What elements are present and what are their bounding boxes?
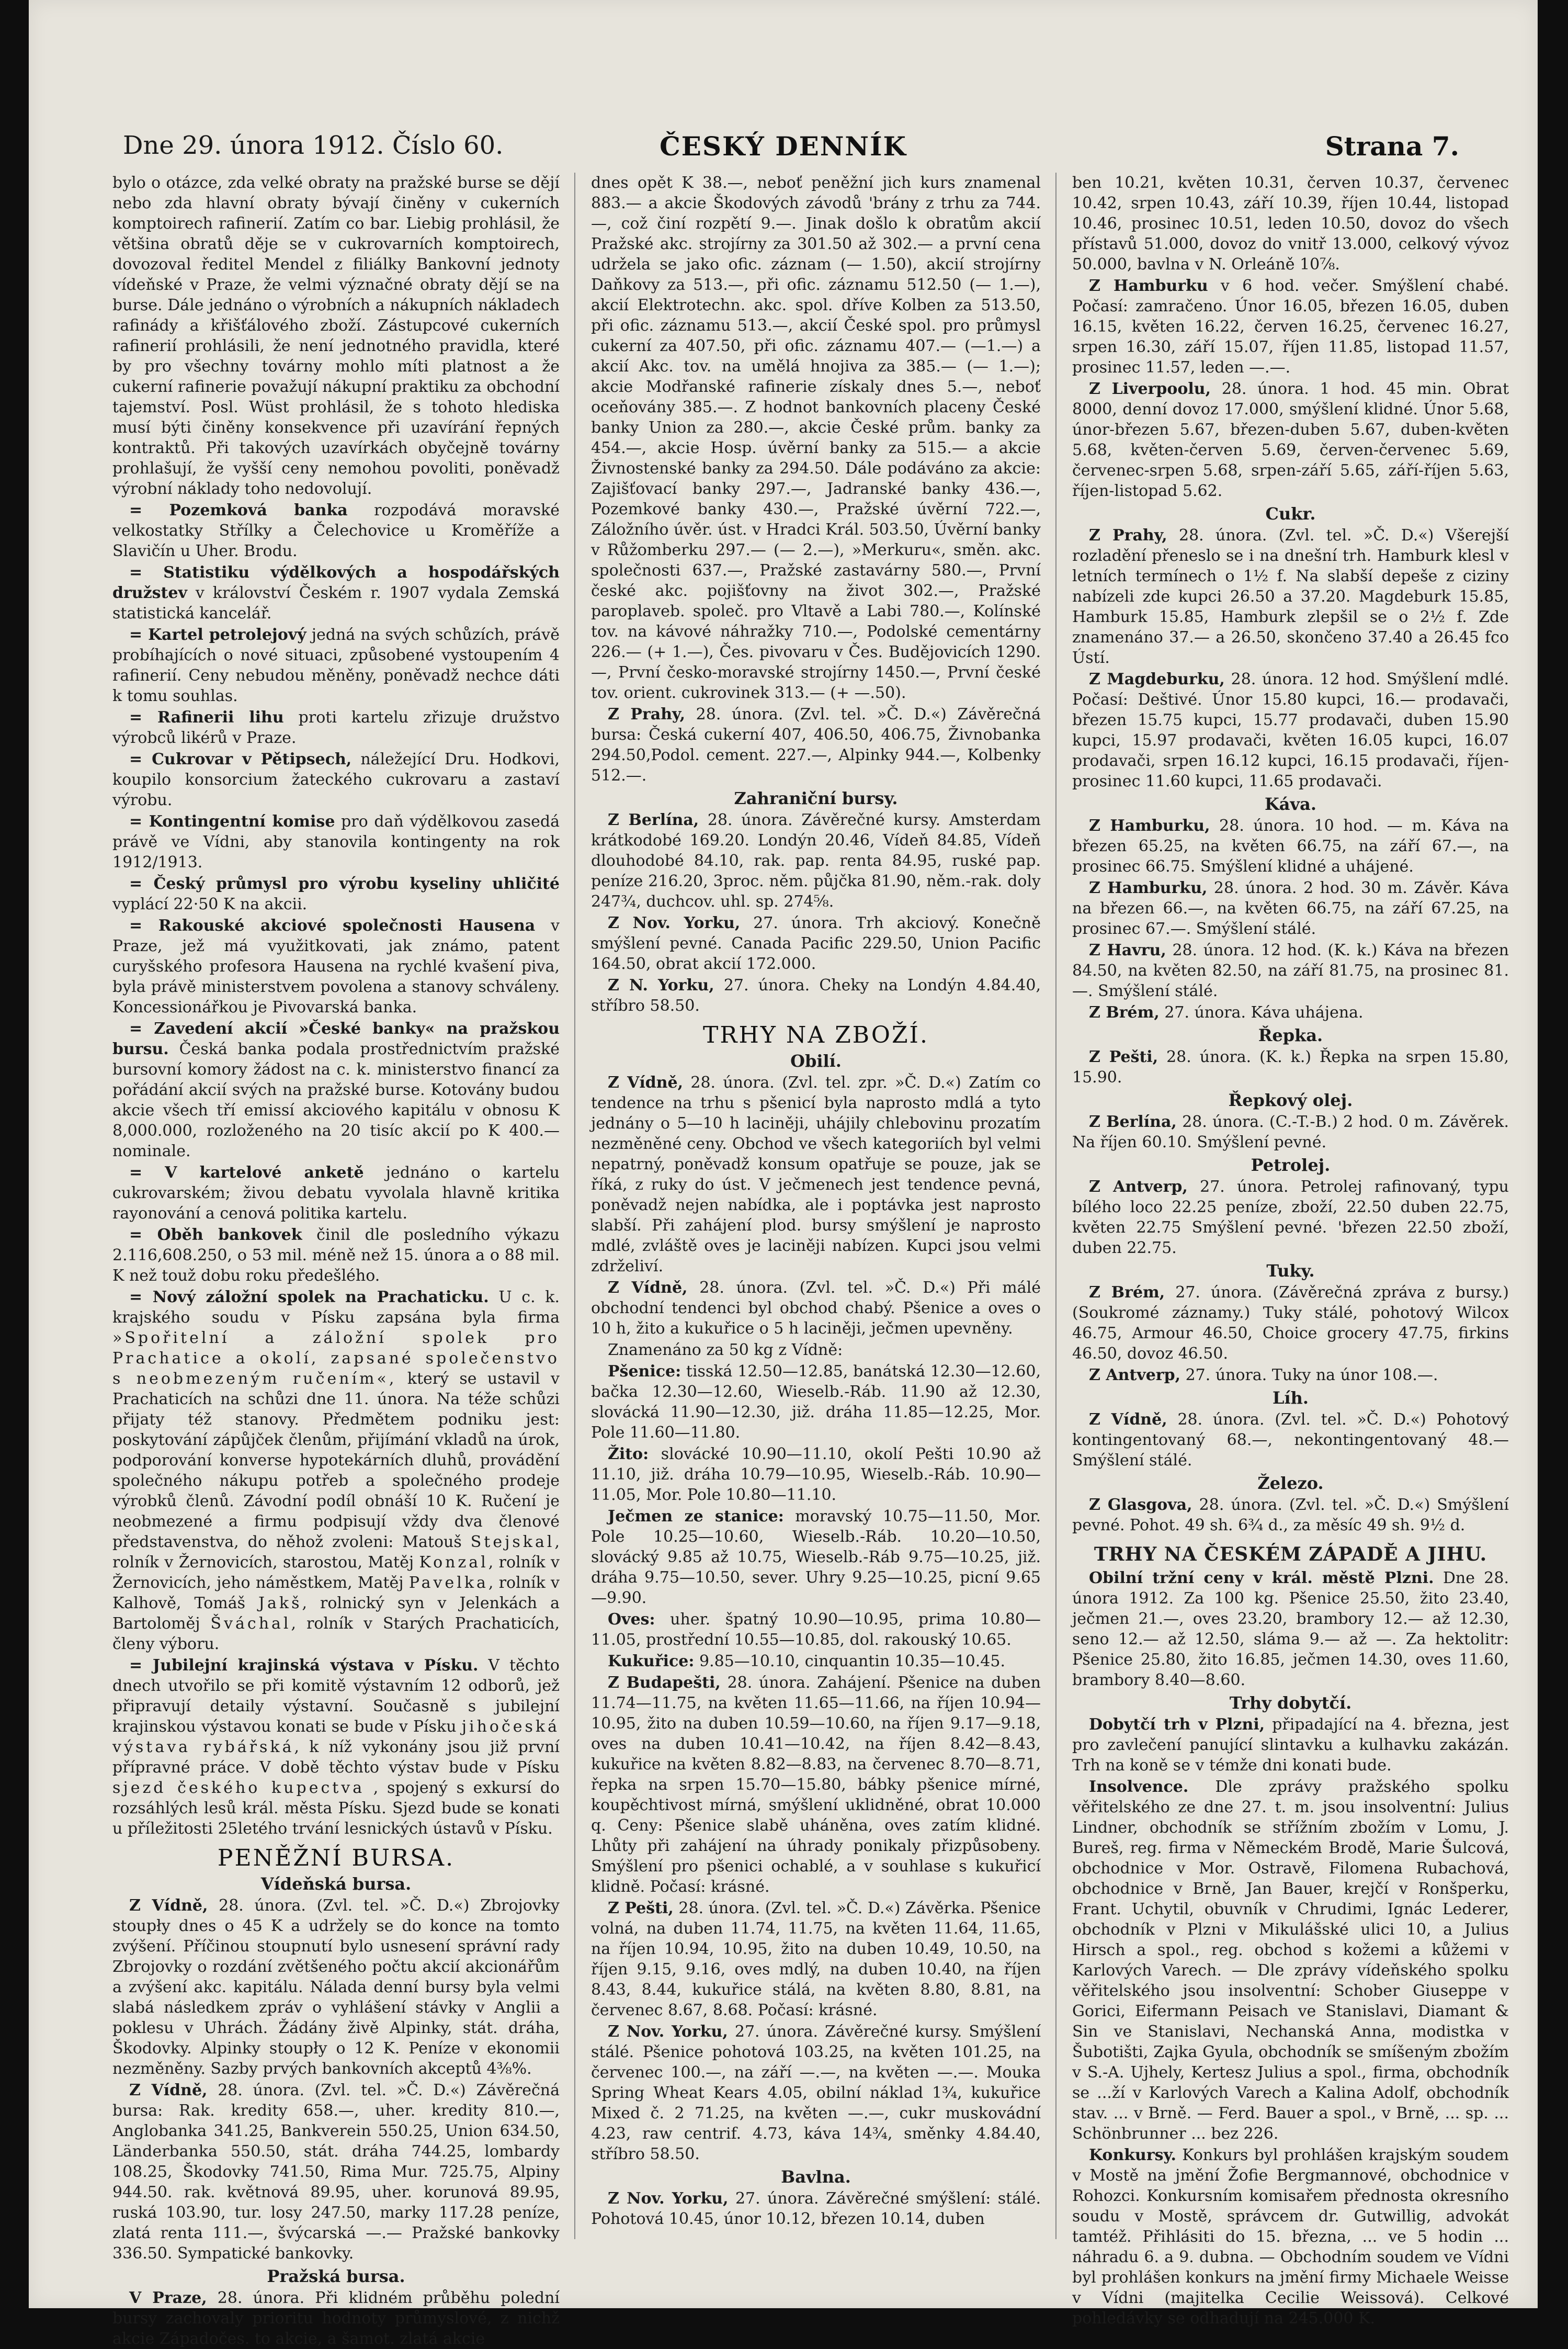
item-text: V těchto dnech utvořilo se při komitě výstavním 12 odborů, jež připravují detaily výstavní. Současně s jubilejní krajinskou výstavou konati se bude v Písku bbox=[112, 1656, 560, 1736]
price-item bbox=[591, 1361, 1041, 1443]
report-text: 27. února. Cheky na Londýn 4.84.40, stříbro 58.50. bbox=[591, 976, 1041, 1015]
report-text: 28. února. 2 hod. 30 m. Závěr. Káva na březen 66.—, na květen 66.75, na září 67.25, na prosinec 67.—. Smýšlení stálé. bbox=[1072, 879, 1509, 938]
market-report bbox=[591, 2188, 1041, 2229]
item-heading: = V kartelové anketě bbox=[129, 1164, 364, 1182]
report-text: 27. února. Trh akciový. Konečně smýšlení pevné. Canada Pacific 229.50, Union Pacific 164.50, obrat akcií 172.000. bbox=[591, 914, 1041, 973]
item-text: náležející Dru. Hodkovi, koupilo konsorcium žateckého cukrovaru a zastaví výrobu. bbox=[112, 750, 560, 809]
item-text: jedná na svých schůzích, právě probíhajících o nové situaci, způsobené vystoupením 4 rafinerií. Ceny nebudou měněny, poněvadž nechce dáti k tomu souhlas. bbox=[112, 626, 560, 705]
page-number: Strana 7. bbox=[1325, 131, 1459, 162]
running-head bbox=[29, 131, 1538, 173]
item-heading: = Nový záložní spolek na Prachaticku. bbox=[129, 1288, 489, 1306]
news-item bbox=[112, 1287, 560, 1654]
subsection-heading: Líh. bbox=[1272, 1388, 1309, 1408]
person-name: Pavelka bbox=[408, 1574, 488, 1592]
subsection-heading: Pražská bursa. bbox=[267, 2266, 405, 2286]
person-name: Konzal bbox=[419, 1553, 488, 1572]
price-text: uher. špatný 10.90—10.95, prima 10.80—11.05, prostřední 10.55—10.85, dol. rakouský 10.65. bbox=[591, 1610, 1041, 1649]
market-report bbox=[1072, 379, 1509, 501]
dateline: Z N. Yorku, bbox=[608, 976, 714, 995]
commodity-label: Žito: bbox=[608, 1445, 649, 1463]
market-report bbox=[1072, 1495, 1509, 1535]
item-text: Konkurs byl prohlášen krajským soudem v Mostě na jmění Žofie Bergmannové, obchodnice v Rohozci. Konkursním komisařem přednosta okresního soudu v Mostě, správcem dr. Gutwillig, advokát tamtéž. Přihlásiti do 15. března, ... ve 5 hodin ... náhradu 6. a 9. dubna. — Obchodním soudem ve Vídni byl prohlášen konkurs na jmění firmy Michaele Weisse v Vídni (majitelka Cecilie Weissová). Celkové pohledávky se odhadují na 245.000 K. bbox=[1072, 2146, 1509, 2328]
item-heading: Obilní tržní ceny v král. městě Plzni. bbox=[1089, 1569, 1434, 1587]
issue-date: Dne 29. února 1912. Číslo 60. bbox=[123, 131, 504, 160]
market-report bbox=[591, 913, 1041, 974]
item-text: U c. k. krajského soudu v Písku zapsána byla firma bbox=[112, 1288, 560, 1327]
column-1 bbox=[112, 173, 560, 2348]
person-name: Šváchal bbox=[210, 1614, 291, 1633]
news-item bbox=[112, 1162, 560, 1224]
dateline: Z Hamburku, bbox=[1089, 817, 1210, 835]
item-heading: = Rakouské akciové společnosti Hausena bbox=[129, 917, 536, 935]
newspaper-title: ČESKÝ DENNÍK bbox=[660, 131, 907, 162]
item-heading: = Rafinerii lihu bbox=[129, 708, 284, 727]
market-report bbox=[591, 1278, 1041, 1339]
item-text: , rolnický syn v Jelenkách a Bartoloměj bbox=[112, 1594, 560, 1633]
section-heading: PENĚŽNÍ BURSA. bbox=[217, 1845, 455, 1871]
news-item bbox=[112, 500, 560, 561]
item-text: jednáno o kartelu cukrovarském; živou debatu vyvolala hlavně kritika rayonování a cenová politika kartelu. bbox=[112, 1164, 560, 1223]
item-text: , k níž vykonány jsou již první přípravné práce. V době těchto výstav bude v Písku bbox=[112, 1738, 560, 1777]
report-text: 28. února. 12 hod. (K. k.) Káva na březen 84.50, na květen 82.50, na září 81.75, na prosinec 81.—. Smýšlení stálé. bbox=[1072, 941, 1509, 1000]
subsection-heading: Cukr. bbox=[1265, 504, 1316, 524]
market-report bbox=[591, 810, 1041, 912]
dateline: Z Vídně, bbox=[129, 2081, 208, 2099]
dateline: Z Liverpoolu, bbox=[1089, 380, 1211, 398]
report-text: 28. února. Zahájení. Pšenice na duben 11.74—11.75, na květen 11.65—11.66, na říjen 10.94—10.95, žito na duben 10.59—10.60, na říjen 9.17—9.18, oves na duben 10.41—10.42, na říjen 8.42—8.43, kukuřice na květen 8.82—8.83, na červenec 8.70—8.71, řepka na srpen 15.70—15.80, bábky pšenice mírné, koupěchtivost mírná, smýšlení uklidněné, obrat 10.000 q. Ceny: Pšenice slabě uháněna, oves zatím klidné. Lhůty při zahájení na úhrady ponikaly přizpůsobeny. Smýšlení pro pšenici ochablé, a v souhlase s kukuřicí klidně. Počasí: krásné. bbox=[591, 1674, 1041, 1896]
item-heading: = Kartel petrolejový bbox=[129, 626, 306, 644]
subsection-heading: Káva. bbox=[1264, 794, 1316, 814]
subsection-heading: Petrolej. bbox=[1251, 1155, 1331, 1175]
market-report bbox=[591, 704, 1041, 786]
commodity-label: Oves: bbox=[608, 1610, 655, 1629]
market-report bbox=[591, 975, 1041, 1016]
newspaper-page bbox=[29, 0, 1538, 2348]
dateline: Z Nov. Yorku, bbox=[608, 2189, 729, 2208]
market-report bbox=[1072, 940, 1509, 1001]
dateline: Z Nov. Yorku, bbox=[608, 914, 741, 932]
column-rule-left bbox=[574, 173, 575, 2239]
market-report bbox=[1072, 878, 1509, 939]
column-3 bbox=[1072, 173, 1509, 2328]
news-item bbox=[112, 811, 560, 873]
price-text: slovácké 10.90—11.10, okolí Pešti 10.90 až 11.10, již. dráha 10.79—10.95, Wieselb.-Ráb. 10.90—11.05, Mor. Pole 10.80—11.10. bbox=[591, 1445, 1041, 1504]
news-item bbox=[112, 625, 560, 706]
dateline: Z Berlína, bbox=[608, 811, 699, 829]
item-text: Dne 28. února 1912. Za 100 kg. Pšenice 25.50, žito 23.40, ječmen 21.—, oves 23.20, brambory 12.— až 12.30, seno 12.— až 12.50, sláma 9.— až —. Za hektolitr: Pšenice 25.80, žito 16.85, ječmen 14.30, oves 11.60, brambory 8.40—8.60. bbox=[1072, 1569, 1509, 1689]
market-report bbox=[112, 1895, 560, 2079]
item-heading: = Zavedení akcií »České banky« na pražskou bursu. bbox=[112, 1020, 560, 1058]
report-text: 27. února. Závěrečné kursy. Smýšlení stálé. Pšenice pohotová 103.25, na květen 101.25, na červenec 100.—, na září —.—, na květen —.—. Mouka Spring Wheat Kears 4.05, obilní náklad 1¾, kukuřice Mixed č. 2 71.25, na květen —.—, cukr muskovádní 4.23, raw centrif. 4.73, káva 14¾, směnky 4.84.40, stříbro 58.50. bbox=[591, 2023, 1041, 2163]
subsection-heading: Železo. bbox=[1257, 1473, 1324, 1493]
item-heading: = Statistiku výdělkových a hospodářských družstev bbox=[112, 563, 560, 602]
market-report bbox=[1072, 1282, 1509, 1364]
price-text: 9.85—10.10, cinquantin 10.35—10.45. bbox=[694, 1652, 1006, 1670]
item-heading: = Oběh bankovek bbox=[129, 1226, 302, 1244]
person-name: Jakš bbox=[258, 1594, 302, 1612]
paragraph: ben 10.21, květen 10.31, červen 10.37, červenec 10.42, srpen 10.43, září 10.39, říjen 10.44, listopad 10.46, prosinec 10.51, leden 10.50, dovoz do všech přístavů 51.000, dovoz do vnitř 13.000, celkový vývoz 50.000, bavlna v N. Orleáně 10⅞. bbox=[1072, 174, 1509, 274]
item-text: činil dle posledního výkazu 2.116,608.250, o 53 mil. méně než 15. února a o 88 mil. K než touž dobu roku předešlého. bbox=[112, 1226, 560, 1285]
section-heading: TRHY NA ČESKÉM ZÁPADĚ A JIHU. bbox=[1094, 1543, 1487, 1565]
price-item bbox=[591, 1444, 1041, 1505]
item-text: připadající na 4. března, jest pro zavlečení panující slintavku a kulhavku zakázán. Trh na koně se v témže dni konati bude. bbox=[1072, 1715, 1509, 1775]
report-text: 28. února. (K. k.) Řepka na srpen 15.80, 15.90. bbox=[1072, 1048, 1509, 1087]
market-report bbox=[1072, 276, 1509, 378]
dateline: Z Berlína, bbox=[1089, 1113, 1177, 1131]
dateline: Z Vídně, bbox=[608, 1279, 688, 1297]
news-item bbox=[112, 749, 560, 810]
report-text: 27. února. (Závěrečná zpráva z bursy.) (Soukromé záznamy.) Tuky stálé, pohotový Wilcox 46.75, Armour 46.50, Choice grocery 47.75, firkins 46.50, dovoz 46.50. bbox=[1072, 1283, 1509, 1363]
item-text: Česká banka podala prostřednictvím pražské bursovní komory žádost na c. k. ministerstvo financí za pořádání akcií svých na pražské burse. Kotovány budou akcie všech tří emissí akciového kapitálu v obnosu K 8,000.000, rozloženého na 20 tisíc akcií po K 400.— nominale. bbox=[112, 1040, 560, 1160]
dateline: Z Pešti, bbox=[608, 1899, 674, 1917]
item-text: vyplácí 22·50 K na akcii. bbox=[112, 895, 308, 913]
market-report bbox=[1072, 1177, 1509, 1258]
item-text: , rolník v Žernovicích, jeho náměstkem, Matěj bbox=[112, 1553, 560, 1592]
dateline: Z Brém, bbox=[1089, 1283, 1165, 1302]
dateline: Z Nov. Yorku, bbox=[608, 2023, 728, 2041]
item-heading: = Cukrovar v Pětipsech, bbox=[129, 750, 352, 769]
market-report bbox=[1072, 1112, 1509, 1153]
market-report bbox=[1072, 816, 1509, 877]
spaced-text: sjezd českého kupectva bbox=[112, 1779, 365, 1797]
report-text: 28. února. (Zvl. tel. »Č. D.«) Závěrečná bursa: Česká cukerní 407, 406.50, 406.75, Živnobanka 294.50,Podol. cement. 227.—, Alpinky 944.—, Kolbenky 512.—. bbox=[591, 705, 1041, 785]
spaced-text: jihočeská výstava rybářská bbox=[112, 1718, 560, 1756]
news-item bbox=[112, 707, 560, 748]
price-item bbox=[591, 1651, 1041, 1672]
dateline: V Praze, bbox=[129, 2289, 207, 2307]
market-report bbox=[591, 1673, 1041, 1897]
subsection-heading: Bavlna. bbox=[781, 2167, 851, 2187]
news-item bbox=[112, 874, 560, 914]
item-heading: Insolvence. bbox=[1089, 1778, 1189, 1796]
market-report bbox=[1072, 1002, 1509, 1023]
item-text: v Praze, jež má využitkovati, jak známo, patent curyšského profesora Hausena na rychlé kvašení piva, byla právě ministerstvem povolena a stanovy schváleny. Koncessionářkou je Pivovarská banka. bbox=[112, 917, 560, 1017]
news-item bbox=[112, 1019, 560, 1161]
subsection-heading: Řepkový olej. bbox=[1228, 1090, 1353, 1110]
dateline: Z Vídně, bbox=[1089, 1410, 1167, 1429]
report-text: 28. února. (C.-T.-B.) 2 hod. 0 m. Závěrek. Na říjen 60.10. Smýšlení pevné. bbox=[1072, 1113, 1509, 1151]
subsection-heading: Trhy dobytčí. bbox=[1229, 1693, 1352, 1713]
news-item bbox=[1072, 1568, 1509, 1690]
item-heading: = Český průmysl pro výrobu kyseliny uhličité bbox=[129, 875, 560, 893]
news-item bbox=[1072, 1777, 1509, 2144]
news-item bbox=[112, 1655, 560, 1839]
dateline: Z Pešti, bbox=[1089, 1048, 1158, 1066]
news-item bbox=[112, 562, 560, 624]
report-text: 28. února. (Zvl. tel. »Č. D.«) Závěrka. Pšenice volná, na duben 11.74, 11.75, na květen 11.64, 11.65, na říjen 10.94, 10.95, žito na duben 10.49, 10.50, na říjen 9.15, 9.16, oves mdlý, na duben 10.40, na říjen 8.43, 8.44, kukuřice stálá, na květen 8.80, 8.81, na červenec 8.67, 8.68. Počasí: krásné. bbox=[591, 1899, 1041, 2019]
item-heading: Dobytčí trh v Plzni, bbox=[1089, 1715, 1265, 1734]
market-report bbox=[591, 1898, 1041, 2020]
report-text: v 6 hod. večer. Smýšlení chabé. Počasí: zamračeno. Únor 16.05, březen 16.05, duben 16.15, květen 16.22, červen 16.25, červenec 16.27, srpen 16.30, září 15.07, říjen 11.85, listopad 11.57, prosinec 11.57, leden —.—. bbox=[1072, 277, 1509, 377]
subsection-heading: Řepka. bbox=[1258, 1025, 1323, 1045]
dateline: Z Glasgova, bbox=[1089, 1496, 1192, 1514]
report-text: 28. února. (Zvl. tel. »Č. D.«) Při málé obchodní tendenci byl obchod chabý. Pšenice a oves o 10 h, žito a kukuřice o 5 h laciněji, ječmen upevněny. bbox=[591, 1279, 1041, 1338]
item-heading: Konkursy. bbox=[1089, 2146, 1176, 2164]
dateline: Z Prahy, bbox=[608, 705, 686, 724]
report-text: 28. února. (Zvl. tel. »Č. D.«) Smýšlení pevné. Pohot. 49 sh. 6¾ d., za měsíc 49 sh. 9½ d. bbox=[1072, 1496, 1509, 1534]
item-heading: = Kontingentní komise bbox=[129, 812, 335, 831]
item-text: , rolník v Starých Prachaticích, členy výboru. bbox=[112, 1614, 560, 1653]
dateline: Z Vídně, bbox=[608, 1074, 684, 1092]
paragraph: Znamenáno za 50 kg z Vídně: bbox=[608, 1341, 843, 1359]
market-report bbox=[1072, 525, 1509, 668]
report-text: 28. února. 10 hod. — m. Káva na březen 65.25, na květen 66.75, na září 67.—, na prosinec 66.75. Smýšlení klidné a uhájené. bbox=[1072, 817, 1509, 876]
dateline: Z Hamburku, bbox=[1089, 879, 1208, 897]
report-text: 28. února. (Zvl. tel. zpr. »Č. D.«) Zatím co tendence na trhu s pšenicí byla naprosto mdlá a tyto jednány o 5—10 h laciněji, uhájily chlebovinu prozatím nezměněné ceny. Obchod ve všech kategoriích byl velmi nepatrný, poněvadž konsum opatřuje se pouze, jak se říká, z ruky do úst. V ječmenech jest tendence pevná, poněvadž nejen nabídka, ale i poptávka jest naprosto slabší. Při zahájení plod. bursy smýšlení je naprosto mdlé, zvláště oves je laciněji nabízen. Kupci jsou velmi zdrželiví. bbox=[591, 1074, 1041, 1275]
news-item bbox=[1072, 2145, 1509, 2329]
item-text: , spojený s exkursí do rozsáhlých lesů král. města Písku. Sjezd bude se konati u příležitosti 25letého trvání lesnických ústavů v Písku. bbox=[112, 1779, 560, 1838]
subsection-heading: Obilí. bbox=[790, 1051, 842, 1071]
price-text: moravský 10.75—11.50, Mor. Pole 10.25—10.60, Wieselb.-Ráb. 10.20—10.50, slovácký 9.85 až 10.75, Wieselb.-Ráb 9.75—10.25, již. dráha 9.75—10.50, sever. Uhry 9.25—10.25, picní 9.65—9.90. bbox=[591, 1507, 1041, 1607]
market-report bbox=[591, 1072, 1041, 1277]
dateline: Z Antverp, bbox=[1089, 1366, 1181, 1384]
commodity-label: Kukuřice: bbox=[608, 1652, 695, 1670]
report-text: 28. února. 12 hod. Smýšlení mdlé. Počasí: Deštivé. Únor 15.80 kupci, 16.— prodavači, březen 15.75 kupci, 15.77 prodavači, duben 15.90 kupci, 15.97 prodavači, květen 16.05 kupci, 16.07 prodavači, srpen 16.12 kupci, 16.15 prodavači, říjen-prosinec 11.60 kupci, 11.65 prodavači. bbox=[1072, 670, 1509, 790]
market-report bbox=[1072, 1409, 1509, 1471]
column-rule-right bbox=[1055, 173, 1056, 2239]
dateline: Z Budapešti, bbox=[608, 1674, 721, 1692]
spaced-text: »Spořitelní a záložní spolek pro Prachatice a okolí, zapsané společenstvo s neobmezeným ručením«, bbox=[112, 1329, 560, 1388]
subsection-heading: Tuky. bbox=[1266, 1261, 1315, 1281]
report-text: 28. února. (Zvl. tel. »Č. D.«) Pohotový kontingentovaný 68.—, nekontingentovaný 48.— Smýšlení stálé. bbox=[1072, 1410, 1509, 1470]
market-report bbox=[112, 2080, 560, 2264]
person-name: Stejskal bbox=[470, 1533, 555, 1551]
market-report bbox=[1072, 1365, 1509, 1385]
dateline: Z Prahy, bbox=[1089, 526, 1167, 545]
paragraph: dnes opět K 38.—, neboť peněžní jich kurs znamenal 883.— a akcie Škodových závodů 'brány z trhu za 744.—, což činí rozpětí 9.—. Jinak došlo k obratům akcií Pražské akc. strojírny za 301.50 až 302.— a první cena udržela se jako ofic. záznam (— 1.50), akcií strojírny Daňkovy za 513.—, při ofic. záznamu 512.50 (— 1.—), akcií Elektrotechn. akc. spol. dříve Kolben za 513.50, při ofic. záznamu 513.—, akcií České spol. pro průmysl cukerní za 407.50, při ofic. záznamu 407.— (—1.—) a akcií Akc. tov. na umělá hnojiva za 385.— (— 1.—); akcie Modřanské rafinerie získaly dnes 5.—, neboť oceňovány 385.—. Z hodnot bankovních placeny České banky Union za 280.—, akcie České prům. banky za 454.—, akcie Hosp. úvěrní banky za 515.— a akcie Živnostenské banky za 294.50. Dále podáváno za akcie: Zajišťovací banky 297.—, Jadranské banky 436.—, Pozemkové banky 430.—, Pražské úvěrní 722.—, Záložního úvěr. úst. v Hradci Král. 503.50, Úvěrní banky v Růžomberku 297.— (— 2.—), »Merkuru«, směn. akc. společnosti 637.—, Pražské zastavárny 580.—, První české akc. pojišťovny na život 302.—, Pražské paroplaveb. společ. pro Vltavě a Labi 780.—, Kolínské tov. na kávové náhražky 710.—, Podolské cementárny 226.— (+ 1.—), Čes. pivovaru v Čes. Budějovicích 1290.—, První česko-moravské strojírny 1450.—, První české tov. orient. cukrovinek 313.— (+ —.50). bbox=[591, 174, 1041, 702]
item-text: pro daň výdělkovou zasedá právě ve Vídni, aby stanovila kontingenty na rok 1912/1913. bbox=[112, 812, 560, 872]
report-text: 28. února. Závěrečné kursy. Amsterdam krátkodobé 169.20. Londýn 20.46, Vídeň 84.85, Vídeň dlouhodobé 84.10, rak. pap. renta 84.95, ruské pap. peníze 216.20, 3proc. něm. půjčka 81.90, něm.-rak. doly 247¾, duchcov. uhl. sp. 274⅝. bbox=[591, 811, 1041, 911]
subsection-heading: Vídeňská bursa. bbox=[260, 1874, 412, 1894]
section-heading: TRHY NA ZBOŽÍ. bbox=[703, 1022, 929, 1048]
report-text: 28. února. (Zvl. tel. »Č. D.«) Závěrečná bursa: Rak. kredity 658.—, uher. kredity 810.—, Anglobanka 341.25, Bankverein 550.25, Union 634.50, Länderbanka 550.50, stát. dráha 744.25, lombardy 108.25, Škodovky 741.50, Rima Mur. 725.75, Alpiny 944.50. rak. květnová 89.95, uher. korunová 89.95, ruská 103.90, tur. losy 247.50, marky 117.28 peníze, zlatá renta 111.—, švýcarská —.— Pražské bankovky 336.50. Sympatické bankovky. bbox=[112, 2081, 560, 2263]
dateline: Z Havru, bbox=[1089, 941, 1166, 959]
report-text: 27. února. Káva uhájena. bbox=[1159, 1003, 1364, 1022]
item-text: v království Českém r. 1907 vydala Zemská statistická kancelář. bbox=[112, 584, 560, 623]
item-heading: = Pozemková banka bbox=[129, 501, 348, 520]
paragraph: bylo o otázce, zda velké obraty na pražské burse se dějí nebo zda hlavní obraty bývají činěny v cukerních komptoirech rafinerií. Zatím co bar. Liebig prohlásil, že většina obratů děje se v cukrovarních komptoirech, dovozoval ředitel Mendel z filiálky Bankovní jednoty vídeňské v Praze, že velmi význačné obraty dějí se na burse. Dále jednáno o výrobních a nákupních nákladech rafinády a křišťálového zboží. Zástupcové cukerních rafinerií prohlásili, že není jednotného pravidla, které by pro všechny továrny mohlo míti platnost a že cukerní rafinerie považují nákupní praktiku za obchodní tajemství. Posl. Wüst prohlásil, že s tohoto hlediska musí býti činěny konsekvence při uzavírání řepných kontraktů. Při takových uzavírkách obyčejně továrny prohlašují, že vyšší ceny nemohou povoliti, poněvadž výrobní náklady toho nedovolují. bbox=[112, 174, 560, 498]
price-item bbox=[591, 1506, 1041, 1608]
commodity-label: Ječmen ze stanice: bbox=[608, 1507, 784, 1526]
news-item bbox=[112, 1225, 560, 1286]
news-item bbox=[112, 916, 560, 1018]
item-text: Dle zprávy pražského spolku věřitelského ze dne 27. t. m. jsou insolventní: Julius Lindner, obchodník se střížním zbožím v Lomu, J. Bureš, reg. firma v Německém Brodě, Marie Šulcová, obchodnice v Mor. Ostravě, Filomena Rubachová, obchodnice v Brně, Jan Bauer, krejčí v Ronšperku, Frant. Uchytil, obuvník v Chrudimi, Ignác Lederer, obchodník v Plzni v Mikulášské ulici 10, a Julius Hirsch a spol., reg. obchod s kožemi a kůžemi v Karlových Varech. — Dle zprávy vídeňského spolku věřitelského jsou insolventní: Schober Giuseppe v Gorici, Eifermann Peisach ve Stanislavi, Diamant & Sin ve Stanislavi, Nechanská Anna, modistka v Šubotišti, Zajka Gyula, obchodník se smíšeným zbožím v S.-A. Ujhely, Kertesz Julius a spol., firma, obchodník se ...ží v Karlových Varech a Kalina Adolf, obchodník stav. ... v Brně. — Ferd. Bauer a spol., v Brně, ... sp. ... Schönbrunner ... bez 226. bbox=[1072, 1778, 1509, 2143]
item-text: , rolník v Kalhově, Tomáš bbox=[112, 1574, 560, 1612]
column-2 bbox=[591, 173, 1041, 2286]
report-text: 27. února. Závěrečné smýšlení: stálé. Pohotová 10.45, únor 10.12, březen 10.14, duben bbox=[591, 2189, 1041, 2228]
price-item bbox=[591, 1609, 1041, 1650]
report-text: 28. února. 1 hod. 45 min. Obrat 8000, denní dovoz 17.000, smýšlení klidné. Únor 5.68, únor-březen 5.67, březen-duben 5.67, duben-květen 5.68, květen-červen 5.69, červen-červenec 5.69, červenec-srpen 5.68, srpen-září 5.65, září-říjen 5.63, říjen-listopad 5.62. bbox=[1072, 380, 1509, 500]
report-text: 28. února. (Zvl. tel. »Č. D.«) Zbrojovky stoupły dnes o 45 K a udržely se do konce na tomto zvýšení. Příčinou stoupnutí bylo usnesení správní rady Zbrojovky o rozdání zvětšeného počtu akcií akcionářům a zvýšení akc. kapitálu. Nálada denní bursy byla velmi slabá následkem zpráv o vyhlášení stávky v Anglii a poklesu v Uhrách. Žádány živě Alpinky, stát. dráha, Škodovky. Alpinky stoupły o 12 K. Peníze v ekonomii nezměněny. Sazby prvých bankovních akceptů 4⅜%. bbox=[112, 1896, 560, 2078]
market-report bbox=[112, 2288, 560, 2349]
item-text: proti kartelu zřizuje družstvo výrobců likérů v Praze. bbox=[112, 708, 560, 747]
dateline: Z Brém, bbox=[1089, 1003, 1160, 1022]
item-heading: = Jubilejní krajinská výstava v Písku. bbox=[129, 1656, 479, 1675]
report-text: 28. února. (Zvl. tel. »Č. D.«) Všerejší rozladění přeneslo se i na dnešní trh. Hamburk klesl v letních termínech o 1½ f. Na slabší depeše z ciziny nabízeli zde kupci 26.50 a 37.20. Magdeburk 15.85, Hamburk 15.85, Hamburk zlepšil se o 2½ f. Zde znamenáno 37.— a 26.50, skončeno 37.40 a 26.45 fco Ústí. bbox=[1072, 526, 1509, 667]
dateline: Z Vídně, bbox=[129, 1896, 208, 1915]
price-text: tisská 12.50—12.85, banátská 12.30—12.60, bačka 12.30—12.60, Wieselb.-Ráb. 11.90 až 12.30, slovácká 11.90—12.30, již. dráha 11.85—12.25, Mor. Pole 11.60—11.80. bbox=[591, 1362, 1041, 1442]
report-text: 27. února. Tuky na únor 108.—. bbox=[1180, 1366, 1438, 1384]
dateline: Z Magdeburku, bbox=[1089, 670, 1225, 688]
item-text: rozpodává moravské velkostatky Střílky a Čelechovice u Kroměříže a Slavičín u Uher. Brodu. bbox=[112, 501, 560, 560]
market-report bbox=[1072, 1047, 1509, 1088]
commodity-label: Pšenice: bbox=[608, 1362, 681, 1381]
market-report bbox=[1072, 669, 1509, 792]
dateline: Z Antverp, bbox=[1089, 1178, 1188, 1196]
subsection-heading: Zahraniční bursy. bbox=[734, 788, 898, 808]
market-report bbox=[591, 2022, 1041, 2164]
report-text: 27. února. Petrolej rafinovaný, typu bílého loco 22.25 peníze, zboží, 22.50 duben 22.75, květen 22.75 Smýšlení pevné. 'březen 22.50 zboží, duben 22.75. bbox=[1072, 1178, 1509, 1257]
dateline: Z Hamburku bbox=[1089, 277, 1208, 295]
item-text: který se ustavil v Prachaticích na schůzi dne 11. února. Na téže schůzi přijaty též stanovy. Předmětem podniku jest: poskytování zápůjček členům, přijímání vkladů na úrok, podporování konverse hypotekárních dluhů, provádění společného nákupu potřeb a společného prodeje výrobků členů. Závodní podíl obnáší 10 K. Ručení je neobmezené a firmu podpisují vždy dva členové představenstva, do něhož zvoleni: Matouš bbox=[112, 1370, 560, 1551]
item-text: , rolník v Žernovicích, starostou, Matěj bbox=[112, 1533, 560, 1572]
report-text: 28. února. Při klidném průběhu polední bursy zachovaly prioritu hodnoty průmyslové, z nichž akcie Západočes. to akcie, a šamot. zlatá akcie bbox=[112, 2289, 560, 2348]
news-item bbox=[1072, 1714, 1509, 1776]
